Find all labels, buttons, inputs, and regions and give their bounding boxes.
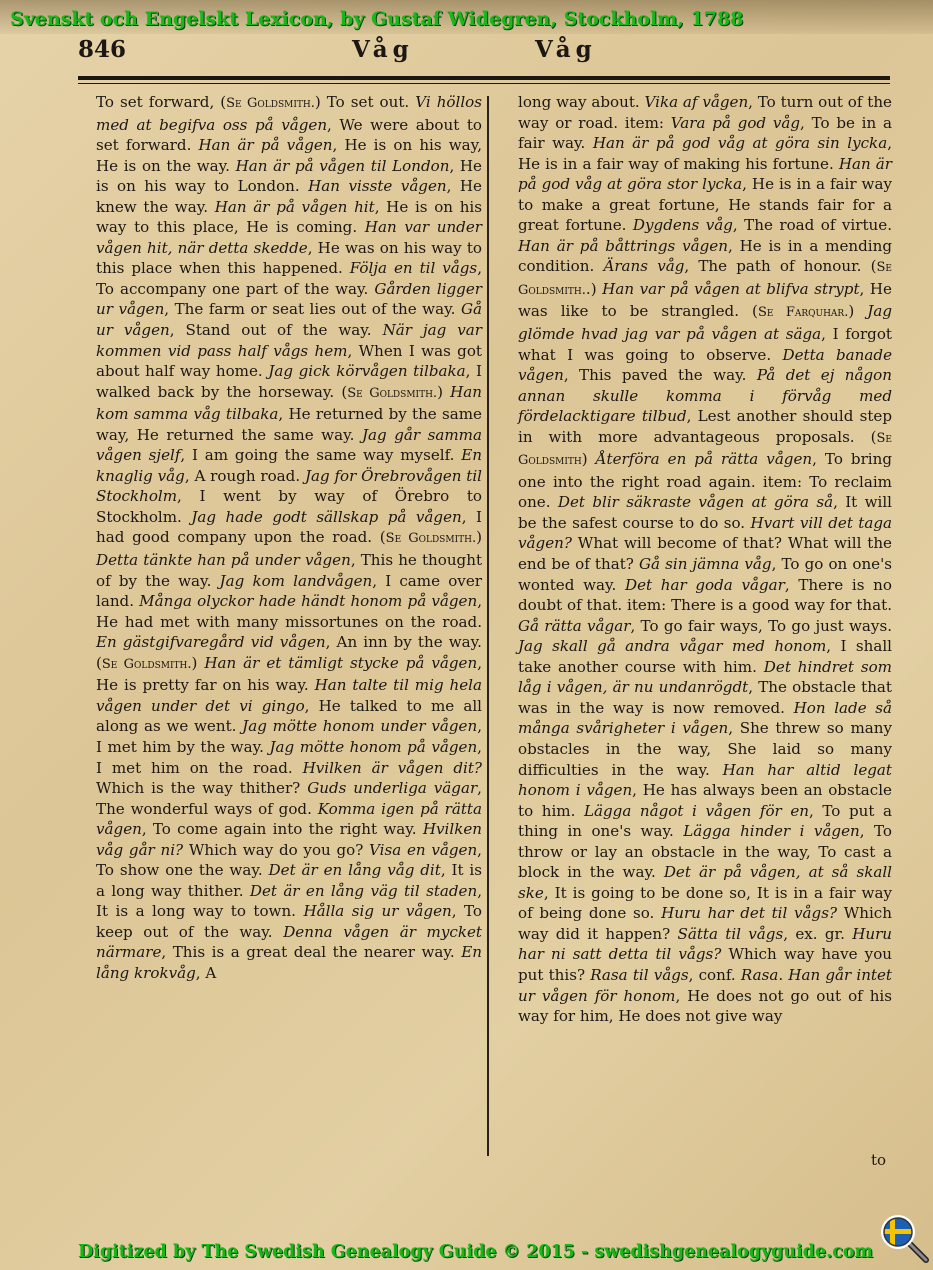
source-banner <box>0 0 933 34</box>
swedish-phrase: En gästgifvaregård vid vågen <box>96 633 326 652</box>
banner-title: Svenskt och Engelskt Lexicon, by Gustaf Widegren, Stockholm, 1788 <box>10 8 744 30</box>
swedish-phrase: Han visste vågen <box>308 177 447 196</box>
swedish-phrase: Gå sin jämna våg <box>638 555 772 574</box>
digitization-credit: Digitized by The Swedish Genealogy Guide © 2015 - swedishgenealogyguide.com <box>78 1242 874 1262</box>
swedish-phrase: Det är en lång väg til staden <box>249 881 478 900</box>
catchword: to <box>871 1151 887 1169</box>
swedish-phrase: Huru har ni satt detta til vågs? <box>518 924 893 964</box>
source-reference: Se Goldsmith. <box>385 531 477 547</box>
running-head <box>0 36 933 80</box>
source-reference: Se Goldsmith. <box>518 260 892 298</box>
swedish-phrase: Han var under vågen hit, när detta skedde <box>96 218 482 257</box>
swedish-phrase: Han är på god våg at göra stor lycka <box>518 154 893 194</box>
source-reference: Se Goldsmith. <box>101 656 192 672</box>
swedish-phrase: Han kom samma våg tilbaka <box>96 382 483 424</box>
swedish-phrase: Återföra en på rätta vågen <box>595 450 813 469</box>
swedish-phrase: Det hindret som låg i vågen, är nu undanrögdt <box>518 657 892 697</box>
swedish-phrase: Jag mötte honom under vågen <box>242 717 478 736</box>
swedish-phrase: Han är et tämligt stycke på vågen <box>204 653 478 672</box>
swedish-phrase: Komma igen på rätta vågen <box>96 799 482 839</box>
swedish-phrase: Detta banade vågen <box>518 345 892 385</box>
swedish-phrase: Visa en vågen <box>369 840 478 859</box>
swedish-phrase: Han är på vågen til London <box>235 156 450 175</box>
swedish-phrase: Denna vågen är mycket närmare <box>96 922 482 962</box>
swedish-phrase: Jag mötte honom på vågen <box>269 737 478 756</box>
right-column-text: long way about. Vika af vågen, To turn out of the way or road. item: Vara på god våg, To be in a fair way. Han är på god våg at göra sin lycka, He is in a fair way of making his fortune. Han är på god våg at göra stor lycka, He is in a fair way to make a great fortune, He stands fair for a great fortune. Dygdens våg, The road of virtue. Han är på båttrings vågen, He is in a mending condition. Ärans våg, The path of honour. (Se Goldsmith..) Han var på vågen at blifva strypt, He was like to be strangled. (Se Farquhar.) Jag glömde hvad jag var på vågen at säga, I forgot what I was going to observe. Detta banade vågen, This paved the way. På det ej någon annan skulle komma i förvåg med fördelacktigare tilbud, Lest another should step in with more advantageous proposals. (Se Goldsmith) Återföra en på rätta vågen, To bring one into the right road again. item: To reclaim one. Det blir säkraste vågen at göra så, It will be the safest course to do so. Hvart vill det taga vågen? What will become of that? What will the end be of that? Gå sin jämna våg, To go on one's wonted way. Det har goda vågar, There is no doubt of that. item: There is a good way for that. Gå rätta vågar, To go fair ways, To go just ways. Jag skall gå andra vågar med honom, I shall take another course with him. Det hindret som låg i vågen, är nu undanrögdt, The obstacle that was in the way is now removed. Hon lade så många svårigheter i vågen, She threw so many obstacles in the way, She laid so many difficulties in the way. Han har altid legat honom i vågen, He has always been an obstacle to him. Lägga något i vågen för en, To put a thing in one's way. Lägga hinder i vågen, To throw or lay an obstacle in the way, To cast a block in the way. Det är på vågen, at så skall ske, It is going to be done so, It is in a fair way of being done so. Huru har det til vågs? Which way did it happen? Sätta til vågs, ex. gr. Huru har ni satt detta til vågs? Which way have you put this? Rasa til vågs, conf. Rasa. Han går intet ur vågen för honom, He does not go out of his way for him, He does not give way <box>518 93 893 1026</box>
swedish-phrase: Jag kom landvågen <box>219 571 373 590</box>
swedish-phrase: Han var på vågen at blifva strypt <box>602 279 860 298</box>
swedish-phrase: På det ej någon annan skulle komma i förvåg med fördelacktigare tilbud <box>518 366 892 426</box>
swedish-phrase: Jag for Örebrovågen til Stockholm <box>96 466 482 506</box>
left-column <box>96 92 482 984</box>
swedish-phrase: Han är på vågen hit <box>214 197 375 216</box>
swedish-phrase: Detta tänkte han på under vågen <box>96 551 351 570</box>
swedish-phrase: Det är en lång våg dit <box>268 861 441 880</box>
swedish-phrase: Han talte til mig hela vågen under det vi gingo <box>96 676 482 715</box>
swedish-phrase: Han går intet ur vågen för honom <box>518 965 892 1005</box>
swedish-phrase: Sätta til vågs <box>677 924 784 943</box>
swedish-phrase: Rasa til vågs <box>590 965 689 984</box>
header-rule-thick <box>78 76 890 80</box>
swedish-phrase: En lång krokvåg <box>96 943 482 982</box>
swedish-phrase: Hon lade så många svårigheter i vågen <box>518 698 892 738</box>
source-reference: Se Farquhar. <box>757 305 849 321</box>
swedish-phrase: När jag var kommen vid pass half vågs hem <box>96 321 482 360</box>
swedish-phrase: Han har altid legat honom i vågen <box>518 760 892 800</box>
swedish-phrase: Han är på båttrings vågen <box>518 236 728 255</box>
column-divider <box>487 96 489 1156</box>
swedish-phrase: Han är på god våg at göra sin lycka <box>592 134 888 153</box>
swedish-phrase: Guds underliga vägar <box>307 779 478 798</box>
source-reference: Se Goldsmith <box>518 430 892 469</box>
swedish-phrase: En knaglig våg <box>96 446 482 485</box>
swedish-phrase: Många olyckor hade händt honom på vågen <box>139 592 478 611</box>
swedish-phrase: Vi höllos med at begifva oss på vågen <box>96 93 482 134</box>
swedish-phrase: Rasa <box>740 965 779 984</box>
swedish-phrase: Hvart vill det taga vågen? <box>518 513 892 553</box>
swedish-phrase: Lägga hinder i vågen <box>683 822 860 841</box>
swedish-phrase: Gå rätta vågar <box>518 616 631 635</box>
swedish-phrase: Följa en til vågs <box>349 259 478 278</box>
page-number: 846 <box>78 36 127 63</box>
swedish-phrase: Hålla sig ur vågen <box>303 902 452 921</box>
swedish-phrase: Det har goda vågar <box>625 575 785 594</box>
swedish-phrase: Han är på vågen <box>198 136 333 155</box>
swedish-phrase: Hvilken är vågen dit? <box>302 758 482 777</box>
swedish-phrase: Gården ligger ur vågen <box>96 279 482 319</box>
header-rule-thin <box>78 83 890 84</box>
swedish-phrase: Jag gick körvågen tilbaka <box>268 362 466 381</box>
swedish-phrase: Vara på god våg <box>670 113 801 132</box>
swedish-phrase: Det är på vågen, at så skall ske <box>518 863 892 902</box>
swedish-phrase: Hvilken våg går ni? <box>96 820 482 859</box>
swedish-phrase: Jag hade godt sällskap på vågen <box>191 507 462 526</box>
swedish-flag-magnifier-icon <box>878 1212 930 1264</box>
swedish-phrase: Det blir säkraste vågen at göra så <box>557 493 834 512</box>
swedish-phrase: Gå ur vågen <box>96 300 482 340</box>
swedish-phrase: Lägga något i vågen för en <box>583 801 809 820</box>
swedish-phrase: Ärans våg <box>603 257 685 276</box>
swedish-phrase: Jag skall gå andra vågar med honom <box>518 637 827 656</box>
left-column-text: To set forward, (Se Goldsmith.) To set out. Vi höllos med at begifva oss på vågen, We were about to set forward. Han är på vågen, He is on his way, He is on the way. Han är på vågen til London, He is on his way to London. Han visste vågen, He knew the way. Han är på vågen hit, He is on his way to this place, He is coming. Han var under vågen hit, när detta skedde, He was on his way to this place when this happened. Följa en til vågs, To accompany one part of the way. Gården ligger ur vågen, The farm or seat lies out of the way. Gå ur vågen, Stand out of the way. När jag var kommen vid pass half vågs hem, When I was got about half way home. Jag gick körvågen tilbaka, I walked back by the horseway. (Se Goldsmith.) Han kom samma våg tilbaka, He returned by the same way, He returned the same way. Jag går samma vågen sjelf, I am going the same way myself. En knaglig våg, A rough road. Jag for Örebrovågen til Stockholm, I went by way of Örebro to Stockholm. Jag hade godt sällskap på vågen, I had good company upon the road. (Se Goldsmith.) Detta tänkte han på under vågen, This he thought of by the way. Jag kom landvågen, I came over land. Många olyckor hade händt honom på vågen, He had met with many missortunes on the road. En gästgifvaregård vid vågen, An inn by the way. (Se Goldsmith.) Han är et tämligt stycke på vågen, He is pretty far on his way. Han talte til mig hela vågen under det vi gingo, He talked to me all along as we went. Jag mötte honom under vågen, I met him by the way. Jag mötte honom på vågen, I met him on the road. Hvilken är vågen dit? Which is the way thither? Guds underliga vägar, The wonderful ways of god. Komma igen på rätta vågen, To come again into the right way. Hvilken våg går ni? Which way do you go? Visa en vågen, To show one the way. Det är en lång våg dit, It is a long way thither. Det är en lång väg til staden, It is a long way to town. Hålla sig ur vågen, To keep out of the way. Denna vågen är mycket närmare, This is a great deal the nearer way. En lång krokvåg, A <box>96 93 483 982</box>
headword-left: Våg <box>352 36 414 63</box>
headword-right: Våg <box>535 36 597 63</box>
swedish-phrase: Jag går samma vågen sjelf <box>96 425 482 465</box>
swedish-phrase: Vika af vågen <box>644 93 749 111</box>
source-reference: Se Goldsmith. <box>226 96 315 111</box>
right-column <box>518 92 892 1027</box>
source-reference: Se Goldsmith. <box>347 385 438 401</box>
swedish-phrase: Dygdens våg <box>632 216 733 235</box>
swedish-phrase: Huru har det til vågs? <box>661 904 838 923</box>
swedish-phrase: Jag glömde hvad jag var på vågen at säga <box>518 302 893 344</box>
